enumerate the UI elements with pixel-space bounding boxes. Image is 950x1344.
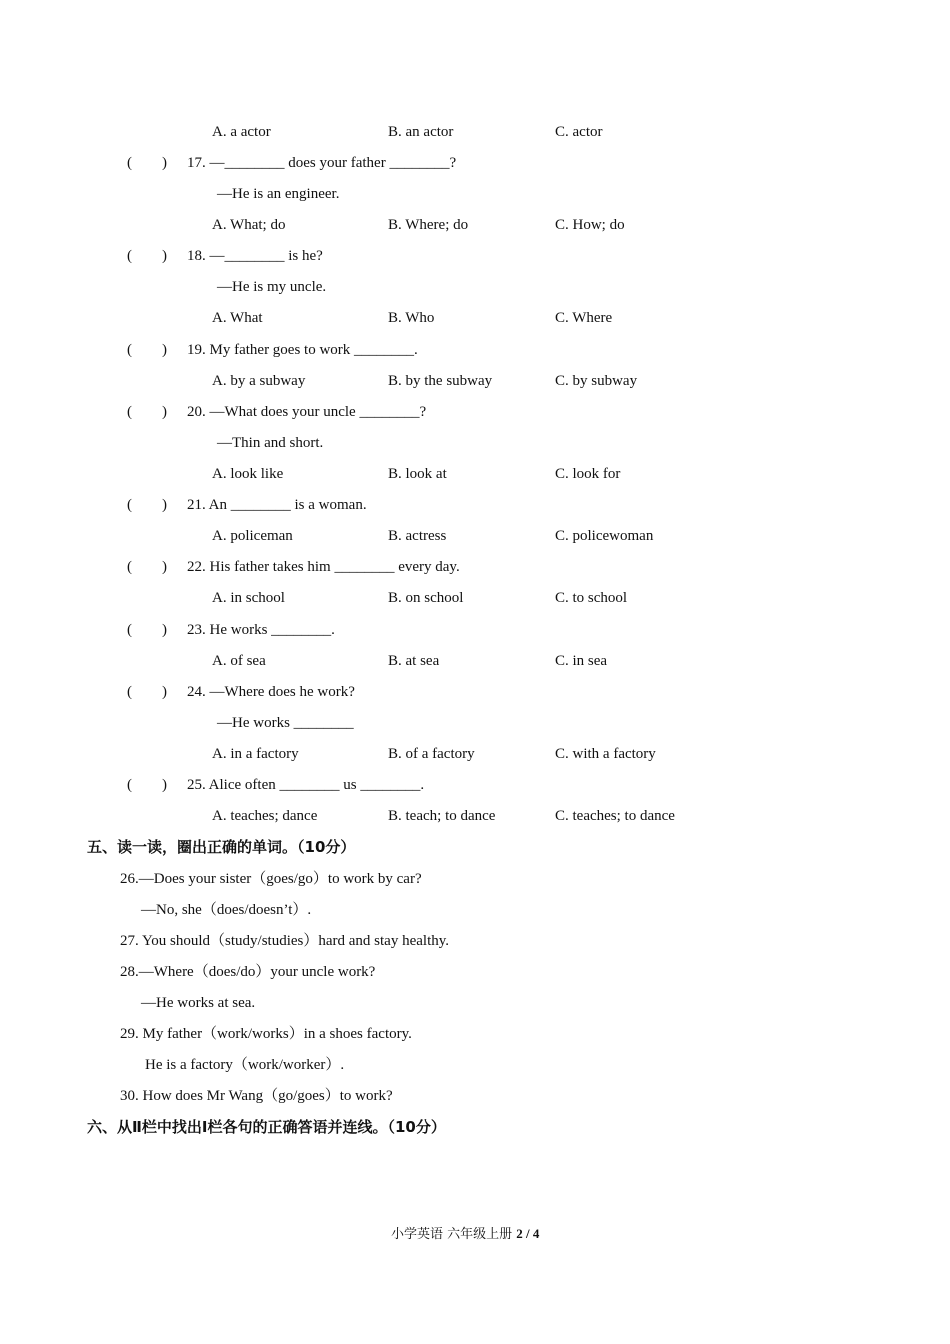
q17-dialog-answer: —He is an engineer. <box>217 186 340 202</box>
q22-option-c: C. to school <box>555 590 628 606</box>
q20-dialog-answer: —Thin and short. <box>217 435 324 451</box>
q23-answer-blank[interactable]: ( ) <box>127 622 167 638</box>
q18-option-a: A. What <box>212 310 263 326</box>
q18-stem: 18. —________ is he? <box>187 248 323 264</box>
q27-line: 27. You should（study/studies）hard and stay healthy. <box>120 933 450 949</box>
q19-stem: 19. My father goes to work ________. <box>187 342 418 358</box>
q20-option-b: B. look at <box>388 466 447 482</box>
q19-option-c: C. by subway <box>555 373 638 389</box>
q24-option-b: B. of a factory <box>388 746 475 762</box>
q17-answer-blank[interactable]: ( ) <box>127 155 167 171</box>
footer-label: 小学英语 六年级上册 <box>391 1227 513 1242</box>
q18-answer-blank[interactable]: ( ) <box>127 248 167 264</box>
q23-option-a: A. of sea <box>212 653 266 669</box>
q16-option-c: C. actor <box>555 124 603 140</box>
q21-option-a: A. policeman <box>212 528 293 544</box>
q26-line: 26.—Does your sister（goes/go）to work by car? <box>120 871 422 887</box>
q22-option-a: A. in school <box>212 590 285 606</box>
q23-stem: 23. He works ________. <box>187 622 335 638</box>
q20-option-c: C. look for <box>555 466 621 482</box>
q29-second-line: He is a factory（work/worker）. <box>145 1057 345 1073</box>
q25-option-c: C. teaches; to dance <box>555 808 675 824</box>
q23-option-b: B. at sea <box>388 653 440 669</box>
q21-option-b: B. actress <box>388 528 447 544</box>
q22-answer-blank[interactable]: ( ) <box>127 559 167 575</box>
q23-option-c: C. in sea <box>555 653 608 669</box>
q17-option-c: C. How; do <box>555 217 625 233</box>
q17-option-a: A. What; do <box>212 217 286 233</box>
section-5-title: 五、读一读，圈出正确的单词。（10分） <box>87 838 356 856</box>
q19-answer-blank[interactable]: ( ) <box>127 342 167 358</box>
q22-stem: 22. His father takes him ________ every day. <box>187 559 460 575</box>
q21-stem: 21. An ________ is a woman. <box>187 497 367 513</box>
q26-answer-line: —No, she（does/doesn’t）. <box>141 902 312 918</box>
q21-option-c: C. policewoman <box>555 528 654 544</box>
q28-answer-line: —He works at sea. <box>141 995 256 1011</box>
q24-answer-blank[interactable]: ( ) <box>127 684 167 700</box>
q18-dialog-answer: —He is my uncle. <box>217 279 327 295</box>
q20-stem: 20. —What does your uncle ________? <box>187 404 427 420</box>
q29-line: 29. My father（work/works）in a shoes factory. <box>120 1026 412 1042</box>
q28-line: 28.—Where（does/do）your uncle work? <box>120 964 376 980</box>
q20-answer-blank[interactable]: ( ) <box>127 404 167 420</box>
q20-option-a: A. look like <box>212 466 284 482</box>
q17-option-b: B. Where; do <box>388 217 469 233</box>
q24-option-c: C. with a factory <box>555 746 656 762</box>
q24-dialog-answer: —He works ________ <box>217 715 354 731</box>
page-footer <box>391 1224 539 1245</box>
q17-stem: 17. —________ does your father ________? <box>187 155 457 171</box>
q24-option-a: A. in a factory <box>212 746 299 762</box>
page-number: 2 / 4 <box>516 1226 540 1241</box>
section-6-title: 六、从Ⅱ栏中找出Ⅰ栏各句的正确答语并连线。（10分） <box>87 1118 446 1136</box>
q19-option-a: A. by a subway <box>212 373 306 389</box>
q30-line: 30. How does Mr Wang（go/goes）to work? <box>120 1088 393 1104</box>
q25-option-b: B. teach; to dance <box>388 808 496 824</box>
q18-option-b: B. Who <box>388 310 435 326</box>
q16-option-a: A. a actor <box>212 124 271 140</box>
q22-option-b: B. on school <box>388 590 464 606</box>
q16-option-b: B. an actor <box>388 124 454 140</box>
q25-option-a: A. teaches; dance <box>212 808 318 824</box>
q25-stem: 25. Alice often ________ us ________. <box>187 777 425 793</box>
q18-option-c: C. Where <box>555 310 613 326</box>
q24-stem: 24. —Where does he work? <box>187 684 355 700</box>
q21-answer-blank[interactable]: ( ) <box>127 497 167 513</box>
q19-option-b: B. by the subway <box>388 373 493 389</box>
q25-answer-blank[interactable]: ( ) <box>127 777 167 793</box>
